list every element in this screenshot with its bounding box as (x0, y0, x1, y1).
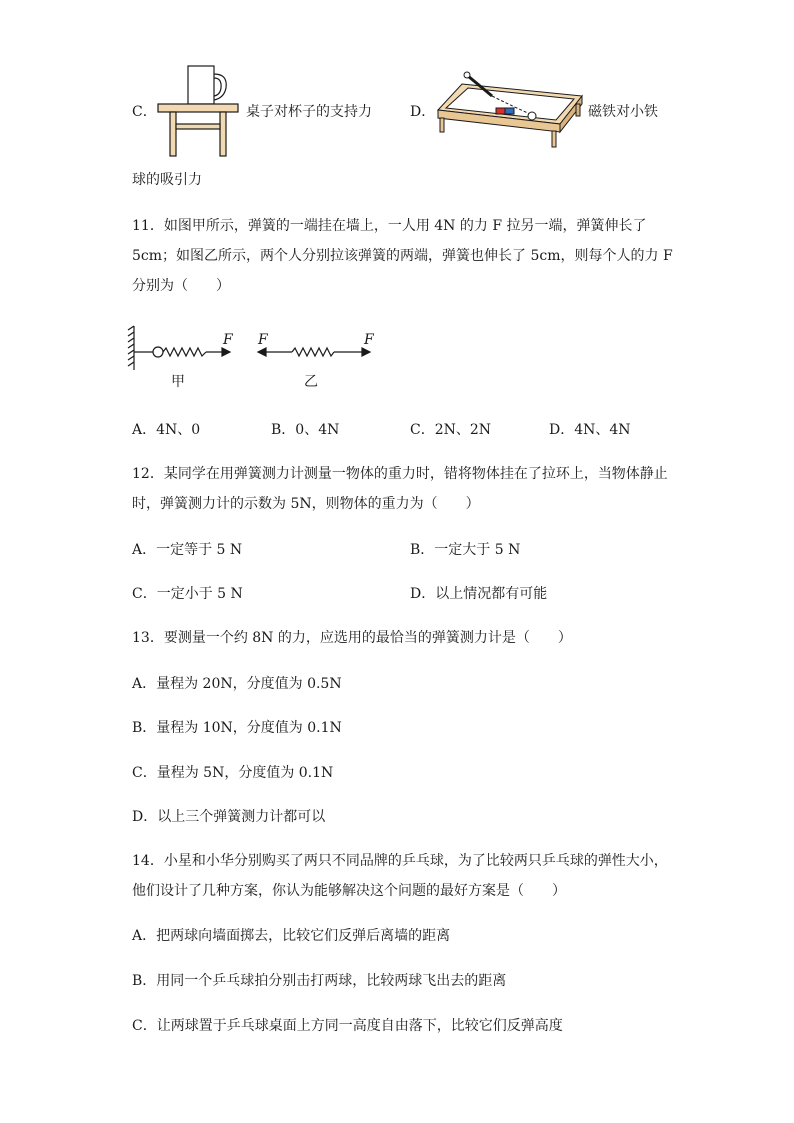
option-d-text-continued: 球的吸引力 (132, 172, 202, 188)
question-14-line1: 14．小星和小华分别购买了两只不同品牌的乒乓球，为了比较两只乒乓球的弹性大小， (132, 853, 668, 869)
question-11-line2: 5cm；如图乙所示，两个人分别拉该弹簧的两端，弹簧也伸长了 5cm，则每个人的力 F (132, 248, 673, 264)
question-12-line1: 12．某同学在用弹簧测力计测量一物体的重力时，错将物体挂在了拉环上，当物体静止 (132, 466, 668, 482)
q12-option-a: A．一定等于 5 N (132, 542, 243, 558)
q13-option-b: B．量程为 10N，分度值为 0.1N (132, 720, 342, 736)
magnet-blue (505, 108, 514, 114)
option-d-text: 磁铁对小铁 (588, 104, 658, 120)
question-11-line3: 分别为（ ） (132, 278, 230, 294)
q12-option-c: C．一定小于 5 N (132, 586, 243, 602)
q13-option-d: D．以上三个弹簧测力计都可以 (132, 809, 326, 825)
table-top (158, 104, 238, 112)
q13-option-c: C．量程为 5N，分度值为 0.1N (132, 765, 334, 781)
table-cup-figure (156, 64, 246, 160)
question-11-line1: 11．如图甲所示，弹簧的一端挂在墙上，一人用 4N 的力 F 拉另一端，弹簧伸长了 (132, 218, 647, 234)
magnet-ball-figure (434, 70, 586, 152)
option-d-letter: D． (410, 104, 436, 120)
q14-option-a: A．把两球向墙面掷去，比较它们反弹后离墙的距离 (132, 928, 451, 944)
figure-label-jia: 甲 (171, 374, 185, 390)
spring-figure-yi (256, 340, 376, 366)
force-label-yi-right: F (364, 332, 374, 348)
question-13-line1: 13．要测量一个约 8N 的力，应选用的最恰当的弹簧测力计是（ ） (132, 630, 572, 646)
q12-option-b: B．一定大于 5 N (410, 542, 521, 558)
spring-figure-jia (126, 324, 234, 374)
option-c-text: 桌子对杯子的支持力 (246, 104, 372, 120)
cup-shape (188, 66, 214, 104)
q11-option-c: C．2N、2N (410, 422, 492, 438)
force-label-jia: F (223, 332, 233, 348)
q12-option-d: D．以上情况都有可能 (410, 586, 548, 602)
q14-option-c: C．让两球置于乒乓球桌面上方同一高度自由落下，比较它们反弹高度 (132, 1018, 563, 1034)
force-label-yi-left: F (258, 332, 268, 348)
q11-option-d: D．4N、4N (549, 422, 631, 438)
q14-option-b: B．用同一个乒乓球拍分别击打两球，比较两球飞出去的距离 (132, 973, 507, 989)
magnet-red (496, 108, 505, 114)
q11-option-a: A．4N、0 (132, 422, 201, 438)
question-14-line2: 他们设计了几种方案，你认为能够解决这个问题的最好方案是（ ） (132, 883, 566, 899)
question-12-line2: 时，弹簧测力计的示数为 5N，则物体的重力为（ ） (132, 496, 480, 512)
q11-option-b: B．0、4N (271, 422, 340, 438)
figure-label-yi: 乙 (304, 374, 318, 390)
q13-option-a: A．量程为 20N，分度值为 0.5N (132, 676, 342, 692)
option-c-letter: C． (132, 104, 157, 120)
